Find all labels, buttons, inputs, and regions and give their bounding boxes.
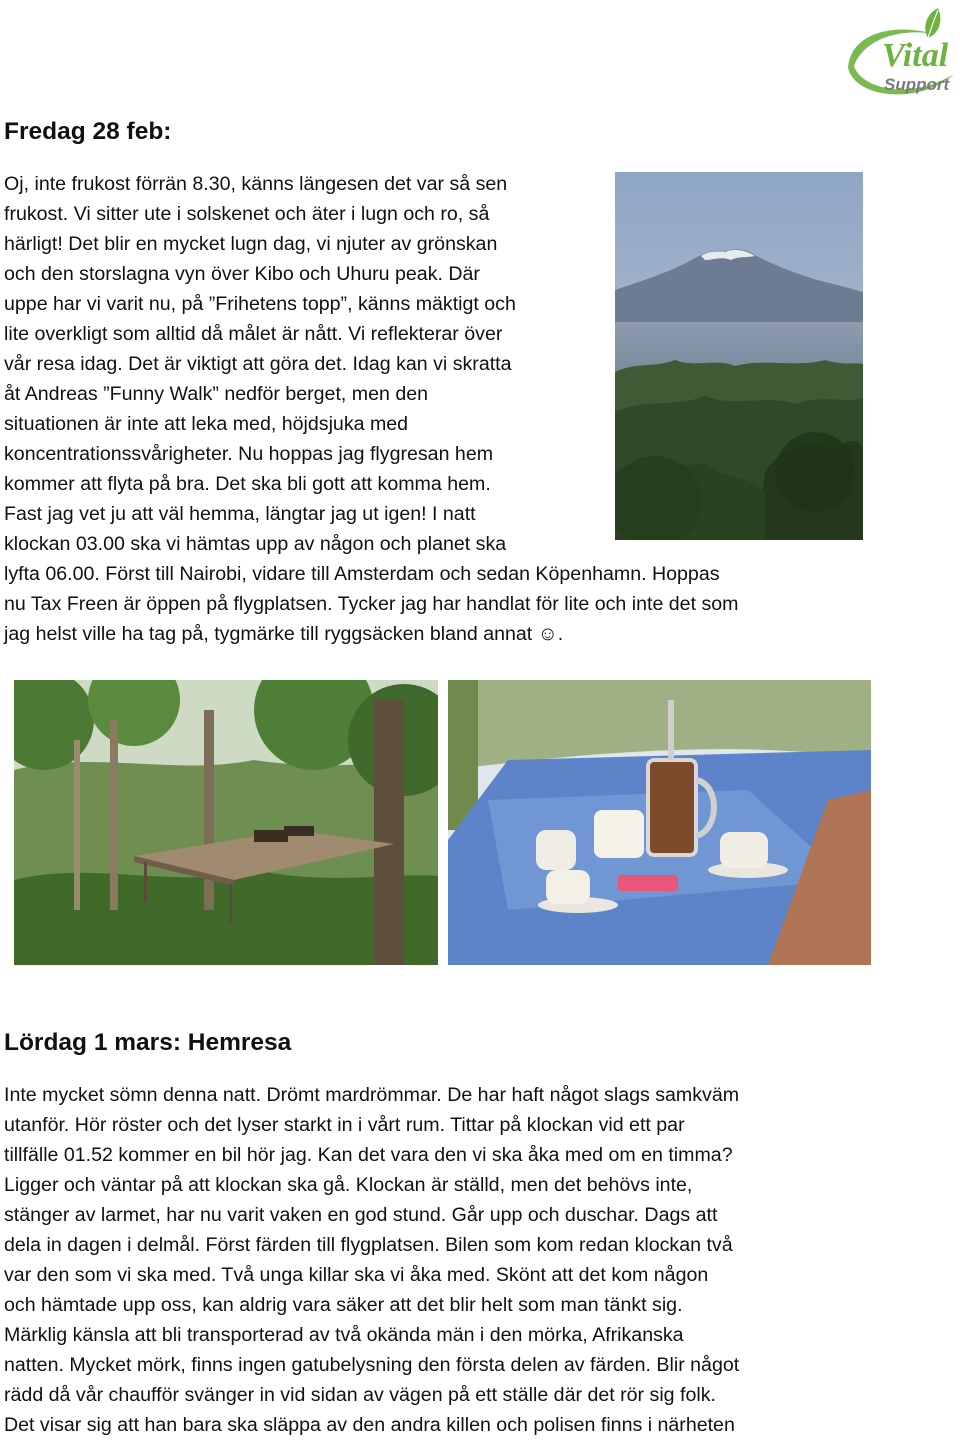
breakfast-table-photo bbox=[448, 680, 871, 965]
forest-deck-photo bbox=[14, 680, 438, 965]
logo-brand-main: Vital bbox=[882, 37, 949, 74]
logo-brand-sub: Support bbox=[884, 75, 950, 94]
section-heading-day1: Fredag 28 feb: bbox=[4, 118, 172, 145]
section-heading-day2: Lördag 1 mars: Hemresa bbox=[4, 1029, 292, 1056]
vital-support-logo bbox=[842, 4, 960, 108]
paragraph-day2: Inte mycket sömn denna natt. Drömt mardrömmar. De har haft något slags samkväm utanför. Hör röster och det lyser starkt in i vårt rum. Tittar på klockan vid ett par tillfälle 01.52 kommer en bil hör jag. Kan det vara den vi ska åka med om en timma? Ligger och väntar på att klockan ska gå. Klockan är ställd, men det behövs inte, stänger av larmet, har nu varit vaken en god stund. Går upp och duschar. Dags att dela in dagen i delmål. Först färden till flygplatsen. Bilen som kom redan klockan två var den som vi ska med. Två unga killar ska vi åka med. Skönt att det kom någon och hämtade upp oss, kan aldrig vara säker att det blir helt som man tänkt sig. Märklig känsla att bli transporterad av två okända män i den mörka, Afrikanska natten. Mycket mörk, finns ingen gatubelysning den första delen av färden. Blir något rädd då vår chaufför svänger in vid sidan av vägen på ett ställe där det rör sig folk. Det visar sig att han bara ska släppa av den andra killen och polisen finns i närheten bbox=[4, 1084, 740, 1436]
leaf-icon bbox=[842, 4, 960, 108]
mountain-photo bbox=[615, 172, 863, 540]
paragraph-day1: Oj, inte frukost förrän 8.30, känns längesen det var så sen frukost. Vi sitter ute i solskenet och äter i lugn och ro, så härligt! Det blir en mycket lugn dag, vi njuter av grönskan och den storslagna vyn över Kibo och Uhuru peak. Där uppe har vi varit nu, på ”Frihetens topp”, känns mäktigt och lite overkligt som alltid då målet är nått. Vi reflekterar över vår resa idag. Det är viktigt att göra det. Idag kan vi skratta åt Andreas ”Funny Walk” nedför berget, men den situationen är inte att leka med, höjdsjuka med koncentrationssvårigheter. Nu hoppas jag flygresan hem kommer att flyta på bra. Det ska bli gott att komma hem. Fast jag vet ju att väl hemma, längtar jag ut igen! I natt klockan 03.00 ska vi hämtas upp av någon och planet ska lyfta 06.00. Först till Nairobi, vidare till Amsterdam och sedan Köpenhamn. Hoppas nu Tax Freen är öppen på flygplatsen. Tycker jag har handlat för lite och inte det som jag helst ville ha tag på, tygmärke till ryggsäcken bland annat ☺. bbox=[4, 173, 739, 645]
